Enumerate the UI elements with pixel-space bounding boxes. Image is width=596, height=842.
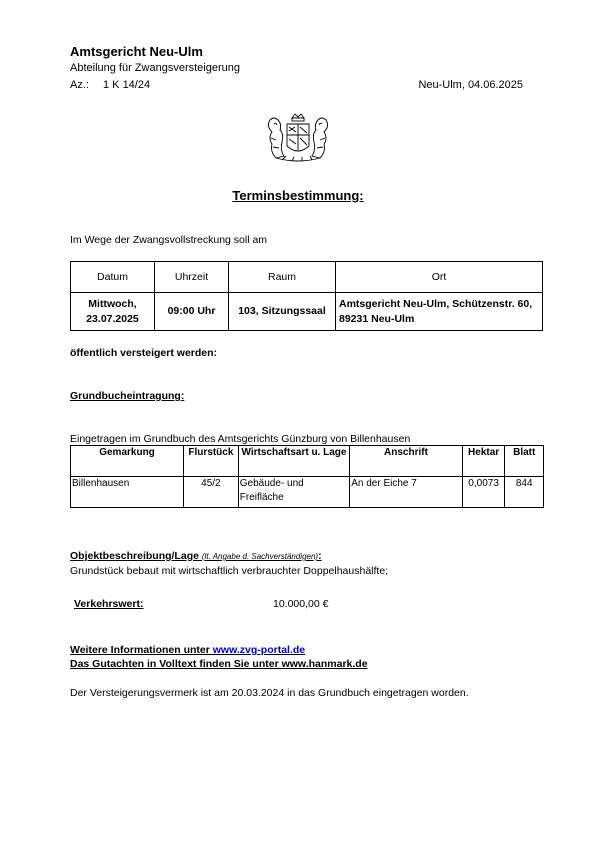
appointment-header-row — [71, 262, 543, 293]
coat-of-arms-emblem — [262, 112, 334, 166]
place-date: Neu-Ulm, 04.06.2025 — [418, 79, 523, 91]
land-register-heading: Grundbucheintragung: — [70, 390, 185, 402]
appointment-table — [70, 261, 543, 331]
header-hektar: Hektar — [462, 446, 505, 477]
page-title: Terminsbestimmung: — [232, 188, 364, 203]
land-register-row — [71, 477, 544, 508]
further-info-text: Weitere Informationen unter — [70, 644, 213, 656]
land-register-header-row — [71, 446, 544, 477]
header-flurstueck: Flurstück — [184, 446, 239, 477]
appointment-date-value: 23.07.2025 — [86, 312, 139, 325]
zvg-portal-link[interactable]: www.zvg-portal.de — [212, 644, 306, 656]
file-number: 1 K 14/24 — [103, 79, 151, 91]
header-wirtschaftsart: Wirtschaftsart u. Lage — [238, 446, 349, 477]
appointment-time: 09:00 Uhr — [155, 293, 229, 331]
intro-text: Im Wege der Zwangsvollstreckung soll am — [70, 234, 268, 246]
header-blatt: Blatt — [505, 446, 544, 477]
header-ort: Ort — [336, 262, 543, 293]
market-value: 10.000,00 € — [273, 598, 329, 610]
cell-blatt: 844 — [505, 477, 544, 508]
object-heading-note: (lt. Angabe d. Sachverständigen) — [201, 552, 319, 561]
land-register-table — [70, 445, 544, 508]
cell-gemarkung: Billenhausen — [71, 477, 184, 508]
file-number-label: Az.: — [70, 79, 89, 91]
cell-wirtschaftsart: Gebäude- und Freifläche — [238, 477, 349, 508]
further-info-line — [70, 644, 305, 656]
court-name: Amtsgericht Neu-Ulm — [70, 44, 203, 59]
header-anschrift: Anschrift — [350, 446, 463, 477]
appointment-weekday: Mittwoch, — [88, 297, 137, 310]
appointment-location: Amtsgericht Neu-Ulm, Schützenstr. 60, 89231 Neu-Ulm — [336, 293, 543, 331]
header-gemarkung: Gemarkung — [71, 446, 184, 477]
auction-note: Der Versteigerungsvermerk ist am 20.03.2024 in das Grundbuch eingetragen worden. — [70, 687, 469, 699]
auction-statement: öffentlich versteigert werden: — [70, 347, 218, 359]
appraisal-info-line: Das Gutachten in Volltext finden Sie unter www.hanmark.de — [70, 658, 368, 670]
department: Abteilung für Zwangsversteigerung — [70, 62, 240, 74]
cell-flurstueck: 45/2 — [184, 477, 239, 508]
object-heading-colon: : — [318, 550, 322, 562]
header-datum: Datum — [71, 262, 155, 293]
cell-anschrift: An der Eiche 7 — [350, 477, 463, 508]
market-value-label: Verkehrswert: — [74, 598, 144, 610]
object-description: Grundstück bebaut mit wirtschaftlich verbrauchter Doppelhaushälfte; — [70, 565, 389, 577]
appointment-room: 103, Sitzungssaal — [229, 293, 336, 331]
header-raum: Raum — [229, 262, 336, 293]
appointment-date — [71, 293, 155, 331]
object-heading-text: Objektbeschreibung/Lage — [70, 550, 199, 562]
object-description-heading — [70, 550, 322, 562]
header-uhrzeit: Uhrzeit — [155, 262, 229, 293]
land-register-intro: Eingetragen im Grundbuch des Amtsgerichts Günzburg von Billenhausen — [70, 433, 411, 445]
appointment-value-row — [71, 293, 543, 331]
cell-hektar: 0,0073 — [462, 477, 505, 508]
